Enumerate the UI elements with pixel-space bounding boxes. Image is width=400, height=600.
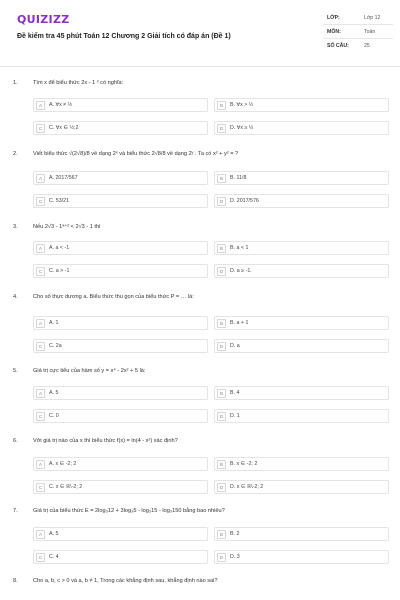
option-text: C. a > -1 [49,268,70,274]
meta-row-question-count [323,39,393,53]
option-letter: D [217,342,226,351]
option-d[interactable] [214,339,389,353]
option-d[interactable] [214,480,389,494]
question-number: 3. [13,224,18,230]
meta-row-class [323,11,393,25]
option-letter: C [36,553,45,562]
option-a[interactable] [33,171,208,185]
option-letter: B [217,460,226,469]
header-divider [0,66,400,67]
option-text: D. 3 [230,554,240,560]
option-letter: D [217,267,226,276]
option-text: D. a [230,343,240,349]
question-text: Viết biểu thức √(2√8)/8 về dạng 2ˣ và biểu thức 2√8/8 về dạng 2ʸ . Ta có x² + y² = ? [33,151,239,157]
option-b[interactable] [214,241,389,255]
question-text: Giá trị của biểu thức E = 2log₃12 + 3log₃5 - log₃15 - log₃150 bằng bao nhiêu? [33,508,225,514]
option-letter: A [36,530,45,539]
option-letter: B [217,319,226,328]
question-text: Giá trị cực tiểu của hàm số y = x⁴ - 2x² + 5 là: [33,368,146,374]
meta-value: 25 [364,43,370,49]
option-c[interactable] [33,121,208,135]
option-b[interactable] [214,457,389,471]
option-text: B. 4 [230,390,240,396]
option-text: B. x ∈ -2; 2 [230,461,258,467]
option-letter: B [217,530,226,539]
option-letter: C [36,483,45,492]
option-letter: A [36,174,45,183]
option-a[interactable] [33,316,208,330]
option-letter: D [217,553,226,562]
option-letter: C [36,267,45,276]
option-c[interactable] [33,409,208,423]
option-letter: C [36,124,45,133]
option-text: B. 11/8 [230,175,247,181]
option-letter: D [217,124,226,133]
meta-value: Lớp 12 [364,14,381,21]
option-letter: C [36,342,45,351]
question-text: Với giá trị nào của x thì biểu thức f(x) = ln(4 - x²) xác định? [33,438,178,444]
option-text: C. ∀x ∈ ½;2 [49,125,79,131]
option-d[interactable] [214,194,389,208]
option-letter: A [36,244,45,253]
option-letter: A [36,389,45,398]
option-b[interactable] [214,527,389,541]
question-number: 7. [13,508,18,514]
option-letter: A [36,460,45,469]
option-text: D. 2017/576 [230,198,259,204]
option-a[interactable] [33,457,208,471]
option-letter: D [217,483,226,492]
option-text: C. 0 [49,413,59,419]
option-text: B. a < 1 [230,245,249,251]
option-text: A. 2017/567 [49,175,78,181]
option-text: A. 1 [49,320,59,326]
meta-table [323,11,393,53]
meta-label: LỚP: [327,14,340,21]
option-text: D. 1 [230,413,240,419]
option-b[interactable] [214,316,389,330]
option-c[interactable] [33,480,208,494]
quizizz-logo: QUIZIZZ [17,13,70,26]
option-text: A. ∀x ≠ ½ [49,102,73,108]
option-letter: D [217,412,226,421]
option-b[interactable] [214,386,389,400]
option-a[interactable] [33,527,208,541]
question-number: 8. [13,578,18,584]
option-text: D. ∀x ≥ ½ [230,125,254,131]
option-text: A. 5 [49,531,59,537]
option-text: A. a < -1 [49,245,70,251]
meta-label: SỐ CÂU: [327,43,349,49]
option-text: C. 2a [49,343,62,349]
option-a[interactable] [33,386,208,400]
option-letter: B [217,389,226,398]
question-number: 2. [13,151,18,157]
option-d[interactable] [214,550,389,564]
meta-value: Toán [364,28,376,35]
option-text: A. x ∈ -2; 2 [49,461,77,467]
option-d[interactable] [214,409,389,423]
option-text: C. 53/21 [49,198,70,204]
page-header [0,0,400,66]
option-letter: A [36,101,45,110]
question-text: Cho số thực dương a. Biểu thức thu gọn của biểu thức P = … là: [33,294,194,300]
option-text: D. x ∈ ℝ\-2; 2 [230,484,264,490]
option-c[interactable] [33,264,208,278]
option-text: C. 4 [49,554,59,560]
option-b[interactable] [214,98,389,112]
option-text: D. a ≥ -1. [230,268,252,274]
option-a[interactable] [33,241,208,255]
meta-label: MÔN: [327,28,341,35]
option-letter: C [36,412,45,421]
option-d[interactable] [214,121,389,135]
option-c[interactable] [33,194,208,208]
option-c[interactable] [33,550,208,564]
option-letter: B [217,101,226,110]
question-number: 5. [13,368,18,374]
question-number: 4. [13,294,18,300]
option-b[interactable] [214,171,389,185]
question-number: 1. [13,80,18,86]
meta-row-subject [323,25,393,39]
option-text: B. 2 [230,531,240,537]
question-text: Cho a, b, c > 0 và a, b ≠ 1, Trong các khẳng định sau, khẳng định nào sai? [33,578,218,584]
option-d[interactable] [214,264,389,278]
option-text: C. x ∈ ℝ\-2; 2 [49,484,83,490]
option-letter: C [36,197,45,206]
option-c[interactable] [33,339,208,353]
question-text: Tìm x để biểu thức 2x - 1 ² có nghĩa: [33,80,124,86]
option-text: B. ∀x > ½ [230,102,254,108]
question-number: 6. [13,438,18,444]
option-letter: D [217,197,226,206]
question-text: Nếu 2√3 - 1ᵃ⁺² < 2√3 - 1 thì [33,224,101,230]
option-a[interactable] [33,98,208,112]
option-text: B. a + 1 [230,320,249,326]
option-letter: B [217,244,226,253]
option-letter: A [36,319,45,328]
option-text: A. 5 [49,390,59,396]
option-letter: B [217,174,226,183]
document-title: Đề kiểm tra 45 phút Toán 12 Chương 2 Giải tích có đáp án (Đề 1) [17,33,231,40]
